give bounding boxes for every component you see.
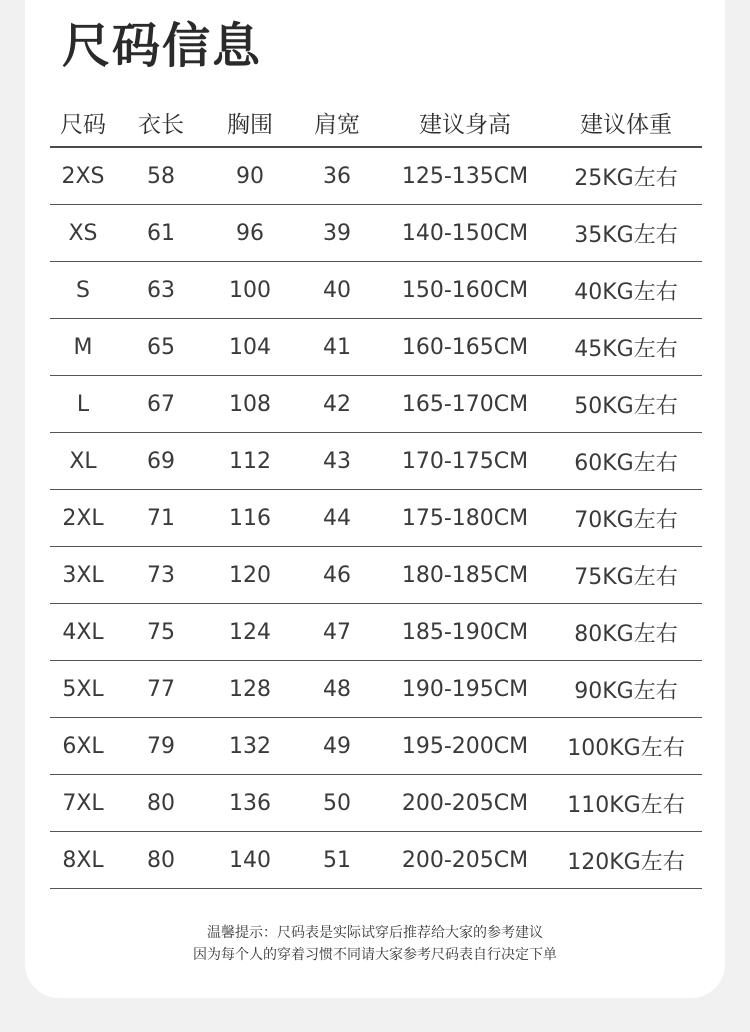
height-cell: 180-185CM xyxy=(380,547,550,604)
tip-line-1: 温馨提示：尺码表是实际试穿后推荐给大家的参考建议 xyxy=(207,925,543,941)
size-cell: 8XL xyxy=(50,832,116,889)
length-cell: 61 xyxy=(116,205,206,262)
length-cell: 65 xyxy=(116,319,206,376)
size-cell: S xyxy=(50,262,116,319)
table-row xyxy=(50,832,702,889)
shoulder-cell: 41 xyxy=(294,319,380,376)
weight-cell: 50KG左右 xyxy=(550,376,702,433)
shoulder-cell: 47 xyxy=(294,604,380,661)
size-cell: M xyxy=(50,319,116,376)
chest-cell: 96 xyxy=(206,205,294,262)
weight-cell: 60KG左右 xyxy=(550,433,702,490)
size-cell: XS xyxy=(50,205,116,262)
chest-cell: 128 xyxy=(206,661,294,718)
header-length: 衣长 xyxy=(116,98,206,147)
tip-line-2: 因为每个人的穿着习惯不同请大家参考尺码表自行决定下单 xyxy=(193,947,557,963)
table-body xyxy=(50,147,702,889)
chest-cell: 104 xyxy=(206,319,294,376)
shoulder-cell: 51 xyxy=(294,832,380,889)
weight-cell: 40KG左右 xyxy=(550,262,702,319)
size-cell: 5XL xyxy=(50,661,116,718)
size-cell: 4XL xyxy=(50,604,116,661)
shoulder-cell: 36 xyxy=(294,147,380,205)
table-row xyxy=(50,205,702,262)
shoulder-cell: 43 xyxy=(294,433,380,490)
page-title: 尺码信息 xyxy=(62,18,263,74)
shoulder-cell: 42 xyxy=(294,376,380,433)
table-row xyxy=(50,604,702,661)
height-cell: 190-195CM xyxy=(380,661,550,718)
table-row xyxy=(50,147,702,205)
header-weight: 建议体重 xyxy=(550,98,702,147)
height-cell: 175-180CM xyxy=(380,490,550,547)
chest-cell: 90 xyxy=(206,147,294,205)
header-height: 建议身高 xyxy=(380,98,550,147)
table-header xyxy=(50,98,702,147)
shoulder-cell: 49 xyxy=(294,718,380,775)
length-cell: 69 xyxy=(116,433,206,490)
weight-cell: 80KG左右 xyxy=(550,604,702,661)
table-row xyxy=(50,376,702,433)
chest-cell: 112 xyxy=(206,433,294,490)
length-cell: 77 xyxy=(116,661,206,718)
shoulder-cell: 48 xyxy=(294,661,380,718)
header-chest: 胸围 xyxy=(206,98,294,147)
height-cell: 200-205CM xyxy=(380,832,550,889)
chest-cell: 116 xyxy=(206,490,294,547)
shoulder-cell: 50 xyxy=(294,775,380,832)
table-row xyxy=(50,661,702,718)
height-cell: 140-150CM xyxy=(380,205,550,262)
size-cell: 3XL xyxy=(50,547,116,604)
weight-cell: 45KG左右 xyxy=(550,319,702,376)
length-cell: 71 xyxy=(116,490,206,547)
height-cell: 150-160CM xyxy=(380,262,550,319)
height-cell: 170-175CM xyxy=(380,433,550,490)
weight-cell: 75KG左右 xyxy=(550,547,702,604)
shoulder-cell: 39 xyxy=(294,205,380,262)
length-cell: 80 xyxy=(116,775,206,832)
size-cell: XL xyxy=(50,433,116,490)
table-row xyxy=(50,547,702,604)
weight-cell: 35KG左右 xyxy=(550,205,702,262)
table-row xyxy=(50,490,702,547)
table-row xyxy=(50,718,702,775)
length-cell: 80 xyxy=(116,832,206,889)
size-chart-table xyxy=(50,98,702,889)
header-size: 尺码 xyxy=(50,98,116,147)
weight-cell: 110KG左右 xyxy=(550,775,702,832)
chest-cell: 140 xyxy=(206,832,294,889)
table-row xyxy=(50,433,702,490)
size-cell: L xyxy=(50,376,116,433)
height-cell: 195-200CM xyxy=(380,718,550,775)
length-cell: 67 xyxy=(116,376,206,433)
size-cell: 7XL xyxy=(50,775,116,832)
chest-cell: 132 xyxy=(206,718,294,775)
shoulder-cell: 46 xyxy=(294,547,380,604)
height-cell: 185-190CM xyxy=(380,604,550,661)
header-row xyxy=(50,98,702,147)
height-cell: 200-205CM xyxy=(380,775,550,832)
length-cell: 58 xyxy=(116,147,206,205)
chest-cell: 136 xyxy=(206,775,294,832)
header-shoulder: 肩宽 xyxy=(294,98,380,147)
table-row xyxy=(50,262,702,319)
weight-cell: 70KG左右 xyxy=(550,490,702,547)
weight-cell: 90KG左右 xyxy=(550,661,702,718)
weight-cell: 25KG左右 xyxy=(550,147,702,205)
length-cell: 75 xyxy=(116,604,206,661)
length-cell: 73 xyxy=(116,547,206,604)
weight-cell: 120KG左右 xyxy=(550,832,702,889)
size-cell: 2XS xyxy=(50,147,116,205)
length-cell: 63 xyxy=(116,262,206,319)
table-row xyxy=(50,319,702,376)
chest-cell: 120 xyxy=(206,547,294,604)
weight-cell: 100KG左右 xyxy=(550,718,702,775)
table-row xyxy=(50,775,702,832)
shoulder-cell: 40 xyxy=(294,262,380,319)
size-cell: 6XL xyxy=(50,718,116,775)
shoulder-cell: 44 xyxy=(294,490,380,547)
length-cell: 79 xyxy=(116,718,206,775)
height-cell: 125-135CM xyxy=(380,147,550,205)
height-cell: 160-165CM xyxy=(380,319,550,376)
chest-cell: 124 xyxy=(206,604,294,661)
height-cell: 165-170CM xyxy=(380,376,550,433)
size-cell: 2XL xyxy=(50,490,116,547)
chest-cell: 100 xyxy=(206,262,294,319)
chest-cell: 108 xyxy=(206,376,294,433)
